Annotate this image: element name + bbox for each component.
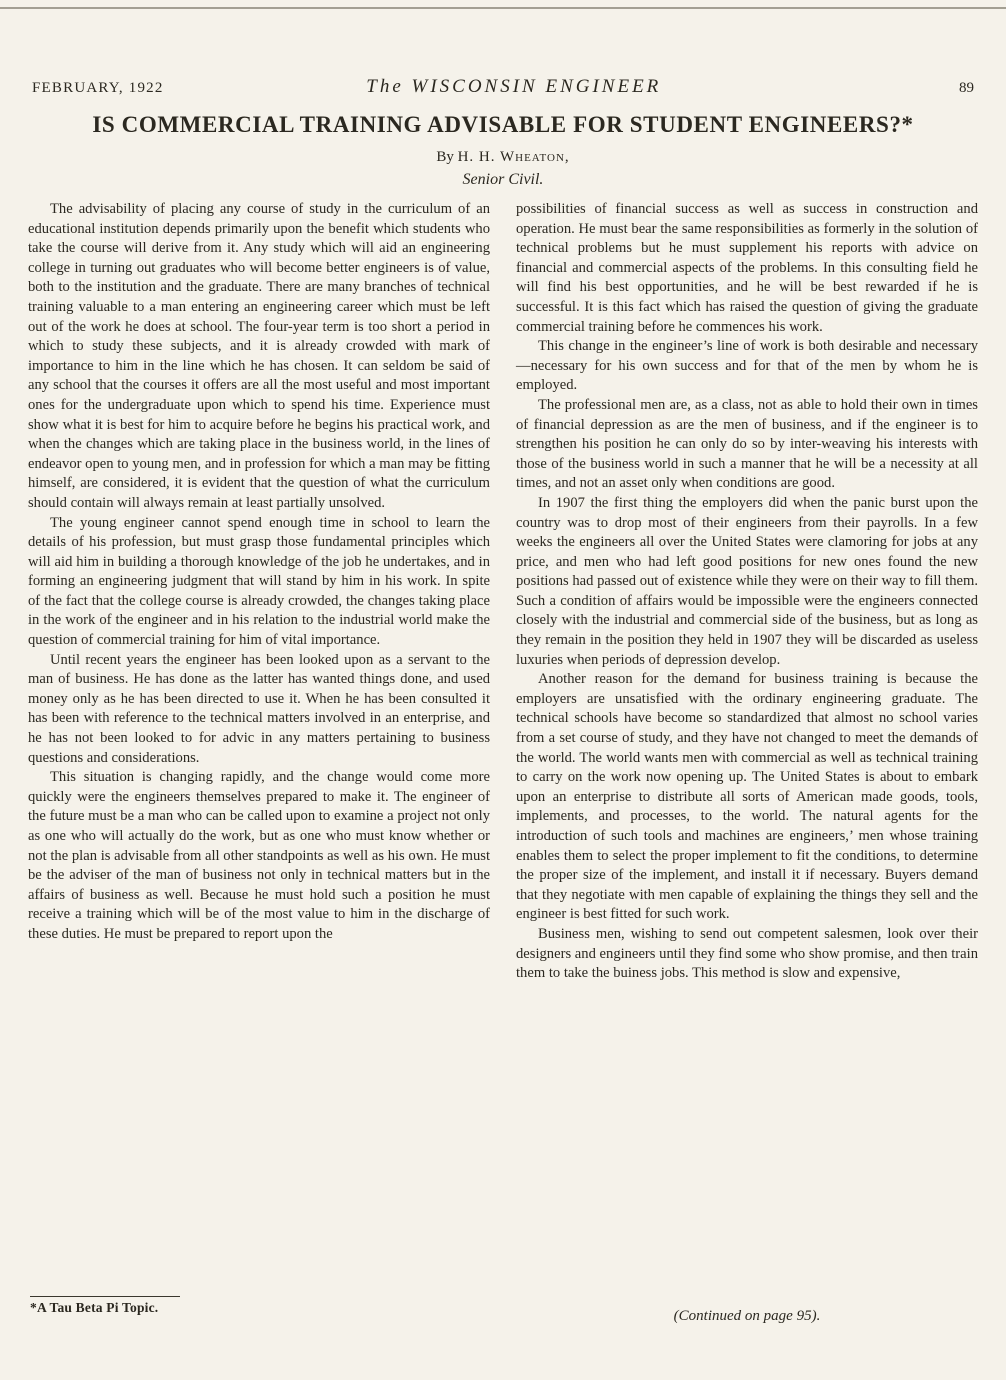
right-column bbox=[516, 200, 978, 1298]
page-number: 89 bbox=[959, 80, 974, 96]
continuation-note: (Continued on page 95). bbox=[673, 1308, 821, 1324]
byline-prefix: By bbox=[436, 149, 458, 165]
paragraph: The advisability of placing any course of study in the curriculum of an educational institution depends primarily upon the benefit which students who take the course will derive from it. Any study which will aid an engineering college in turning out graduates who will become better engineers is of value, both to the institution and the graduate. There are many branches of technical training valuable to a man entering an engineering career which must be left out of the work he does at school. The four-year term is too short a period in which to study these subjects, and it is already crowded with mark of importance to him in the line which he has chosen. It can seldom be said of any school that the courses it offers are all the most useful and most important ones for the undergraduate upon which to spend his time. Experience must show what it is best for him to acquire before he begins his practical work, and when the changes which are taking place in the business world, in the lines of endeavor open to young men, and in profession for which a man may be fitting himself, are considered, it is evident that the question of what the curriculum should contain will always remain at least partially unsolved. bbox=[28, 201, 490, 511]
paragraph: Business men, wishing to send out competent salesmen, look over their designers and engineers until they find some who show promise, and then train them to take the buiness jobs. This method is slow and expensive, bbox=[516, 925, 978, 982]
author-title: Senior Civil. bbox=[462, 171, 544, 188]
journal-title: The WISCONSIN ENGINEER bbox=[366, 76, 662, 97]
running-head bbox=[32, 76, 974, 98]
paragraph: possibilities of financial success as well as success in construction and operation. He must bear the same responsibilities as formerly in the solution of technical problems but he must supplement his reports with advice on financial and commercial aspects of the problems. In this consulting field he will find his best opportunities, and he will be best rewarded if he is successful. It is this fact which has raised the question of giving the graduate commercial training before he commences his work. bbox=[516, 201, 978, 335]
top-rule bbox=[0, 7, 1006, 9]
author-name: H. H. Wheaton, bbox=[457, 149, 570, 165]
footnote-rule bbox=[30, 1296, 180, 1297]
footnote-block bbox=[30, 1296, 492, 1316]
paragraph: In 1907 the first thing the employers did when the panic burst upon the country was to drop most of their engineers from their payrolls. In a few weeks the engineers all over the United States were clamoring for jobs at any price, and men who had left good positions for new ones found the new positions had passed out of existence while they were on their way to fill them. Such a condition of affairs would be impossible were the engineers connected closely with the industrial and commercial side of the business, but as long as they remain in the position they held in 1907 they will be discarded as useless luxuries when periods of depression develop. bbox=[516, 494, 978, 668]
paragraph: The young engineer cannot spend enough time in school to learn the details of his profession, but must grasp those fundamental principles which will aid him in building a thorough knowledge of the job he undertakes, and in forming an engineering judgment that will stand by him in his work. In spite of the fact that the college course is already crowded, the changes taking place in the work of the engineer and in his relation to the industrial world make the question of commercial training for him of vital importance. bbox=[28, 514, 490, 649]
paragraph: The professional men are, as a class, not as able to hold their own in times of financial depression as are the men of business, and if the engineer is to strengthen his position he can only do so by inter-weaving his interests with those of the business world in such a manner that he will be a necessity at all times, and not an asset only when conditions are good. bbox=[516, 396, 978, 492]
paragraph: Until recent years the engineer has been looked upon as a servant to the man of business. He has done as the latter has wanted things done, and used money only as he has been directed to use it. When he has been consulted it has been with reference to the technical matters involved in an enterprise, and he has not been looked to for advic in any matters pertaining to business questions and considerations. bbox=[28, 651, 490, 766]
paragraph: Another reason for the demand for business training is because the employers are unsatisfied with the ordinary engineering graduate. The technical schools have become so standardized that almost no school varies from a set course of study, and they have not changed to meet the demands of the world. The world wants men with commercial as well as technical training to carry on the work now opening up. The United States is about to embark upon an enterprise to distribute all sorts of American made goods, tools, implements, and processes, to the world. The natural agents for the introduction of such tools and machines are engineers,’ men whose training enables them to select the proper implement to fit the conditions, to determine the proper size of the implement, and install it if necessary. Buyers demand that they negotiate with men capable of explaining the things they sell and the engineer is best fitted for such work. bbox=[516, 671, 978, 923]
paragraph: This change in the engineer’s line of work is both desirable and necessary—necessary for his own success and for that of the men by whom he is employed. bbox=[516, 338, 978, 394]
byline bbox=[0, 149, 1006, 166]
footnote: *A Tau Beta Pi Topic. bbox=[30, 1300, 159, 1315]
left-column bbox=[28, 200, 490, 1298]
paragraph: This situation is changing rapidly, and the change would come more quickly were the engineers themselves prepared to make it. The engineer of the future must be a man who can be called upon to examine a project not only as one who will actually do the work, but as one who must know whether or not the plan is advisable from all other standpoints as well as his own. He must be the adviser of the man of business not only in technical matters but in the affairs of business as well. Because he must hold such a position he must receive a training which will be of the most value to him in the discharge of these duties. He must be prepared to report upon the bbox=[28, 769, 490, 942]
article-title: IS COMMERCIAL TRAINING ADVISABLE FOR STUDENT ENGINEERS?* bbox=[92, 112, 914, 137]
issue-date: FEBRUARY, 1922 bbox=[32, 80, 164, 96]
article-body bbox=[28, 200, 978, 1298]
